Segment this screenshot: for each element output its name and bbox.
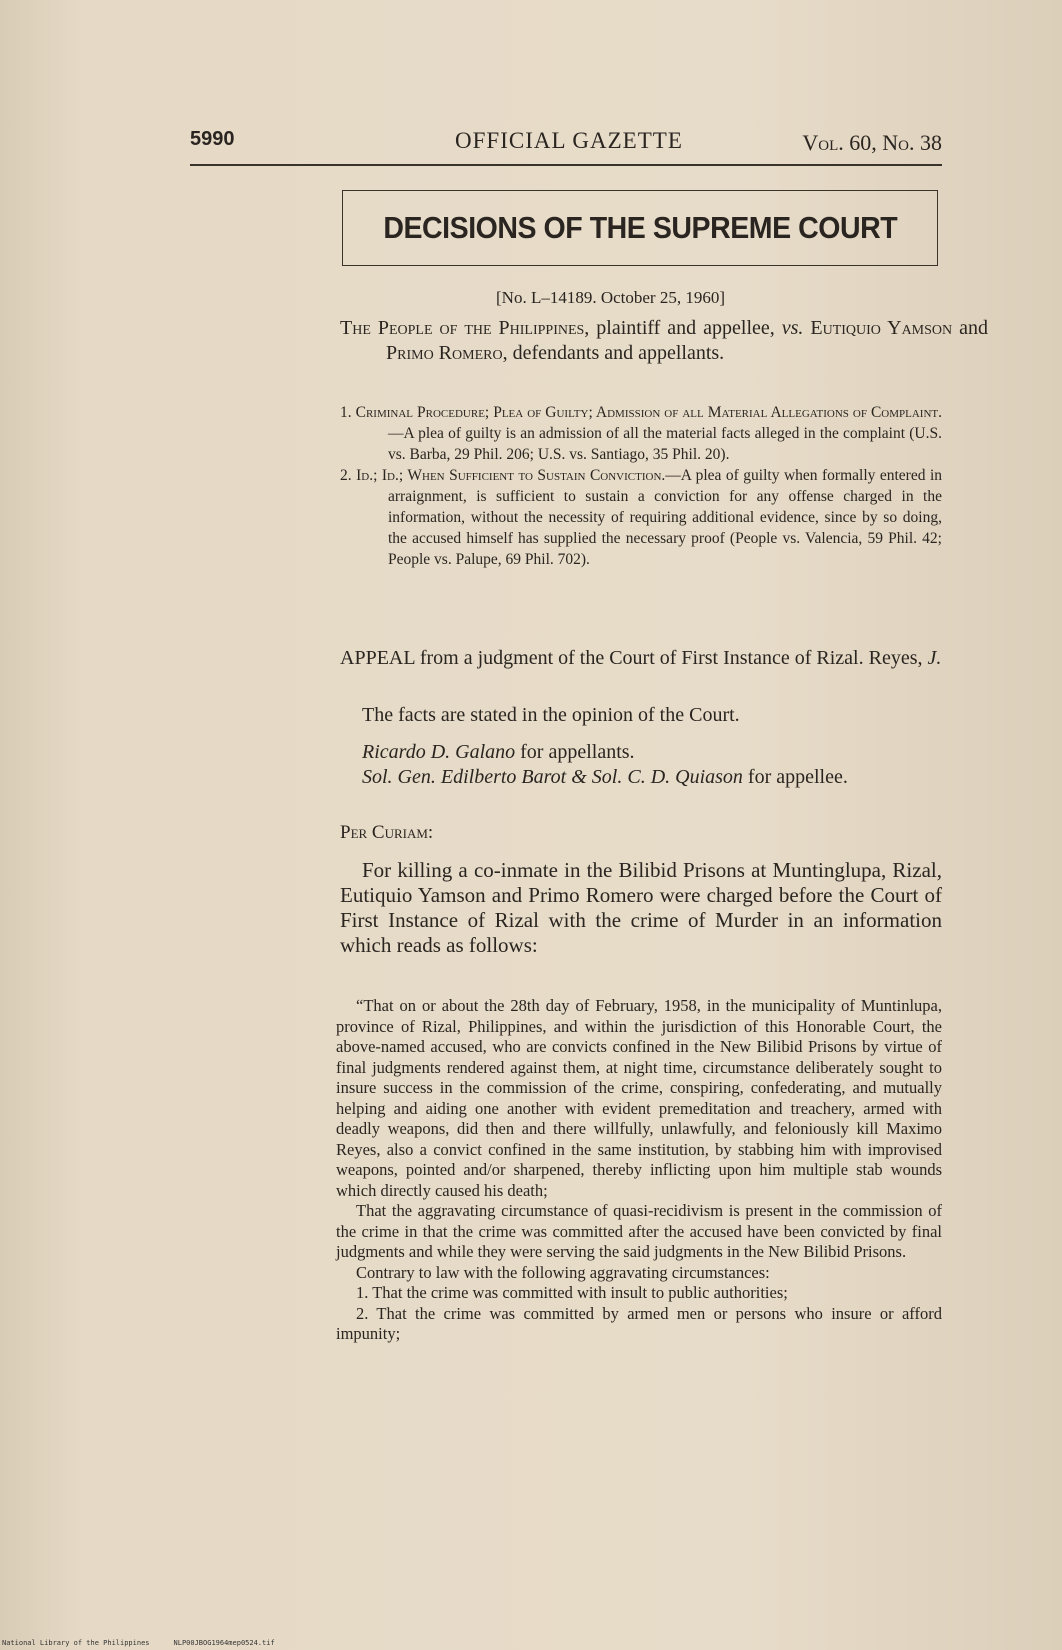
syllabus-item [340,402,942,465]
opening-paragraph: For killing a co-inmate in the Bilibid Prisons at Muntinglupa, Rizal, Eutiquio Yamson and Primo Romero were charged before the Court of First Instance of Rizal with the crime of Murder in an information which reads as follows: [340,858,942,957]
section-title-box [342,190,938,266]
appellants-counsel-role: for appellants. [515,741,635,763]
section-title: DECISIONS OF THE SUPREME COURT [383,210,897,245]
syllabus-number: 2. [340,467,357,484]
file-id: NLP00JBOG1964mep0524.tif [173,1639,275,1647]
facts-statement: The facts are stated in the opinion of the Court. [362,704,740,726]
information-paragraph: “That on or about the 28th day of February, 1958, in the municipality of Muntinlupa, province of Rizal, Philippines, and within the jurisdiction of this Honorable Court, the above-named accused, who are convicts confined in the New Bilibid Prisons by virtue of final judgments rendered against them, at night time, circumstance deliberately sought to insure success in the commission of the crime, conspiring, confederating, and mutually helping and aiding one another with evident premeditation and treachery, armed with deadly weapons, did then and there willfully, unlawfully, and feloniously kill Maximo Reyes, also a convict confined in the same institution, by stabbing him with improvised weapons, pointed and/or sharpened, thereby inflicting upon him multiple stab wounds which directly caused his death; [336,996,942,1200]
appellee-counsel-role: for appellee. [742,766,848,788]
scan-footer [2,1639,299,1647]
information-paragraph: Contrary to law with the following aggravating circumstances: [356,1262,770,1282]
information-paragraph: 1. That the crime was committed with insult to public authorities; [356,1283,788,1302]
plaintiff-role: plaintiff and appellee, [589,317,782,339]
defendant-role: defendants and appellants. [507,342,725,364]
appellants-counsel [340,740,942,765]
versus: vs. [781,317,804,339]
volume-number: Vol. 60, No. 38 [802,130,942,155]
information-quote [336,996,942,1345]
appellants-counsel-name: Ricardo D. Galano [362,741,516,763]
gazette-title: OFFICIAL GAZETTE [455,128,683,153]
defendant-name-2: Primo Romero, [386,342,508,364]
information-paragraph: 2. That the crime was committed by armed men or persons who insure or afford impunity; [336,1303,942,1343]
page-number: 5990 [190,128,235,150]
case-number-date: [No. L–14189. October 25, 1960] [496,288,725,307]
syllabus-item [340,465,942,570]
appeal-text: APPEAL from a judgment of the Court of First Instance of Rizal. Reyes, [340,647,928,669]
syllabus-text: —A plea of guilty when formally entered in arraignment, is sufficient to sustain a conviction for any offense charged in the information, without the necessity of requiring additional evidence, since by so doing, the accused himself has supplied the necessary proof (People vs. Valencia, 59 Phil. 42; People vs. Palupe, 69 Phil. 702). [388,467,943,568]
per-curiam-heading: Per Curiam: [340,822,434,843]
header-divider [190,164,942,166]
syllabus-number: 1. [340,404,356,421]
library-name: National Library of the Philippines [2,1639,150,1647]
plaintiff-name: The People of the Philippines, [340,317,590,339]
information-paragraph: That the aggravating circumstance of quasi-recidivism is present in the commission of the crime in that the crime was committed after the accused have been convicted by final judgments and while they were serving the said judgments in the New Bilibid Prisons. [336,1201,942,1261]
syllabus-text: —A plea of guilty is an admission of all the material facts alleged in the complaint (U.S. vs. Barba, 29 Phil. 206; U.S. vs. Santiago, 35 Phil. 20). [388,425,942,463]
appellee-counsel [340,765,942,790]
syllabus-heading: Criminal Procedure; Plea of Guilty; Admission of all Material Allegations of Complaint. [355,404,942,421]
counsel-block [340,740,942,790]
page-header [190,128,942,162]
defendant-name-1: Eutiquio Yamson [803,317,953,339]
judge-initial: J. [927,647,942,669]
appeal-statement [340,646,988,671]
appellee-counsel-name: Sol. Gen. Edilberto Barot & Sol. C. D. Quiason [362,766,743,788]
case-parties [340,316,988,366]
parties-conjunction: and [952,317,988,339]
syllabus-heading: Id.; Id.; When Sufficient to Sustain Conviction. [356,467,666,484]
syllabus [340,402,942,570]
